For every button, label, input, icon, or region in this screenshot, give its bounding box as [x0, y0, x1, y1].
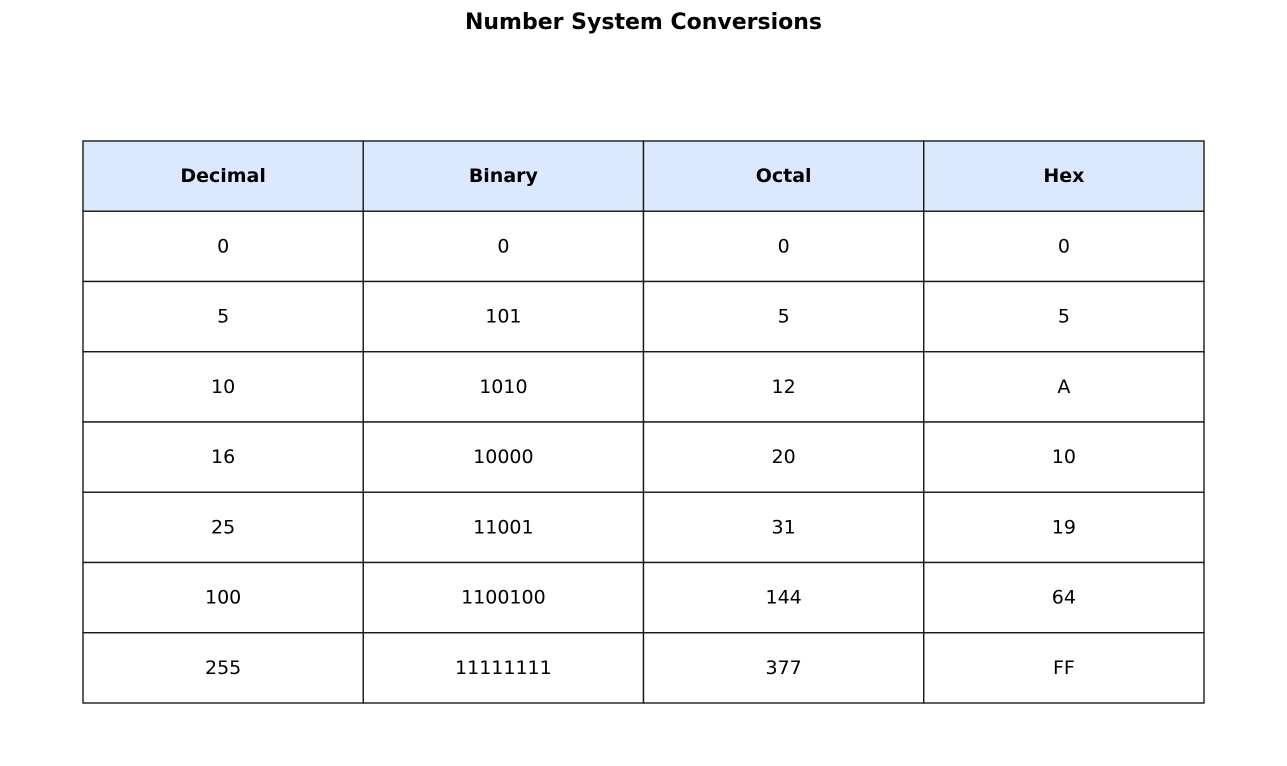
cell-value: 20 — [771, 446, 796, 469]
cell-value: 0 — [217, 235, 230, 258]
cell-value: 5 — [217, 305, 230, 328]
cell-value: 25 — [211, 516, 236, 539]
cell-value: 0 — [497, 235, 510, 258]
cell-value: 10000 — [473, 446, 534, 469]
chart-title: Number System Conversions — [464, 10, 823, 35]
cell-value: 64 — [1051, 586, 1076, 609]
cell-value: 12 — [771, 375, 796, 398]
cell-value: 0 — [1057, 235, 1070, 258]
table-cells — [83, 141, 1204, 703]
cell-value: 144 — [765, 586, 802, 609]
cell-value: 11001 — [473, 516, 534, 539]
column-header-label: Octal — [755, 165, 812, 188]
cell-value: 16 — [211, 446, 236, 469]
cell-value: 1100100 — [461, 586, 546, 609]
cell-value: 10 — [211, 375, 236, 398]
cell-value: 31 — [771, 516, 796, 539]
column-header-label: Binary — [468, 165, 538, 188]
cell-value: FF — [1052, 656, 1075, 679]
cell-value: 255 — [204, 656, 242, 679]
cell-value: 11111111 — [455, 656, 552, 679]
cell-value: 5 — [1057, 305, 1070, 328]
cell-value: A — [1057, 375, 1071, 398]
cell-value: 1010 — [479, 375, 528, 398]
cell-value: 377 — [765, 656, 802, 679]
cell-value: 101 — [485, 305, 522, 328]
cell-value: 0 — [777, 235, 790, 258]
cell-value: 10 — [1051, 446, 1076, 469]
column-header-label: Decimal — [180, 165, 266, 188]
column-header-label: Hex — [1043, 165, 1085, 188]
cell-value: 19 — [1051, 516, 1076, 539]
cell-value: 5 — [777, 305, 790, 328]
cell-value: 100 — [204, 586, 242, 609]
